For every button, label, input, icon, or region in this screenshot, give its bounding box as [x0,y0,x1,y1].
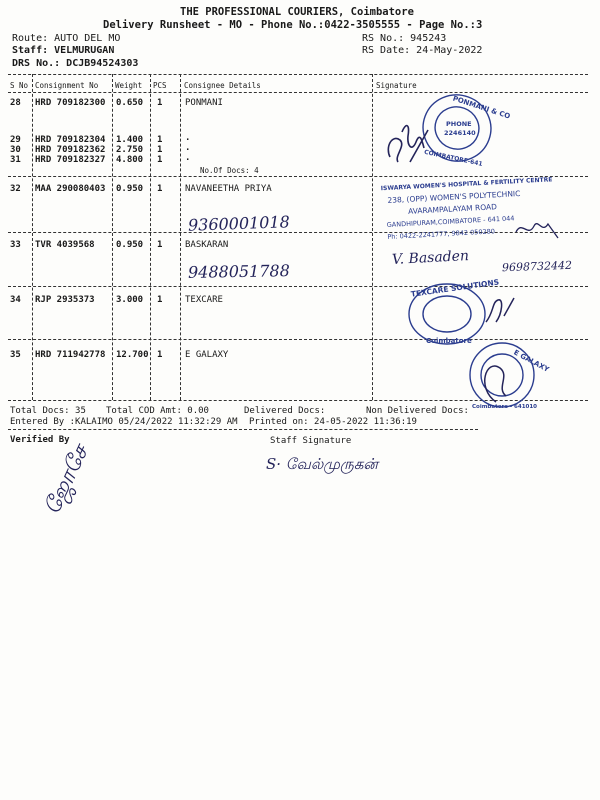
row-pcs: 1 [157,240,163,250]
row-pcs: 1 [157,350,163,360]
handwritten-signature: V. Basaden [391,247,470,269]
row-sno: 33 [10,240,21,250]
row-weight: 0.950 [116,184,144,194]
col-divider-5 [372,74,373,400]
handwritten-phone: 9488051788 [187,261,290,282]
row-consignee: E GALAXY [185,350,229,360]
row-sno: 28 [10,98,21,108]
handwritten-phone: 9698732442 [501,258,573,275]
row-pcs: 1 [157,295,163,305]
col-divider-1 [32,74,33,400]
row-pcs: 1 [157,155,163,165]
row-separator [8,286,588,287]
row-pcs: 1 [157,145,163,155]
col-divider-3 [150,74,151,400]
row-consignment: HRD 709182327 [35,155,106,165]
col-divider-2 [112,74,113,400]
row-consignee: PONMANI [185,98,223,108]
total-docs: Total Docs: 35 [10,406,86,416]
stamp-text: Coimbatore - 641010 [472,404,538,410]
rs-date-label: RS Date: 24-May-2022 [362,45,483,56]
group-doc-count: No.Of Docs: 4 [200,166,259,175]
stamp-text: COIMBATORE-641 [423,148,484,168]
row-sno: 35 [10,350,21,360]
galaxy-stamp [466,338,551,412]
runsheet-title: THE PROFESSIONAL COURIERS, Coimbatore [180,6,414,18]
stamp-text: E GALAXY [512,348,551,374]
total-cod: Total COD Amt: 0.00 [106,406,209,416]
stamp-line: Ph: 0422-2241777, 9842 050280 [387,227,496,241]
row-consignment: HRD 709182304 [35,135,106,145]
stamp-text: 2246140 [444,129,476,137]
row-consignee: NAVANEETHA PRIYA [185,184,272,194]
stamp-line: GANDHIPURAM,COIMBATORE - 641 044 [386,214,515,230]
signature-scribble [512,212,562,242]
row-consignee: . [185,143,191,153]
col-header-signature: Signature [376,81,417,90]
verified-signature: ஜோசே [40,441,94,519]
stamp-text: PHONE [446,120,472,128]
col-header-consignee: Consignee Details [184,81,261,90]
col-header-pcs: PCS [153,81,167,90]
row-consignee: BASKARAN [185,240,229,250]
col-divider-4 [180,74,181,400]
route-label: Route: AUTO DEL MO [12,33,121,44]
row-consignment: TVR 4039568 [35,240,95,250]
non-delivered-docs: Non Delivered Docs: [366,406,469,416]
row-sno: 31 [10,155,21,165]
runsheet-subtitle: Delivery Runsheet - MO - Phone No.:0422-3505555 - Page No.:3 [103,19,483,31]
row-weight: 12.700 [116,350,149,360]
row-consignment: HRD 711942778 [35,350,106,360]
row-pcs: 1 [157,135,163,145]
entered-by: Entered By :KALAIMO 05/24/2022 11:32:29 AM [10,417,238,427]
handwritten-phone: 9360001018 [187,212,291,235]
col-header-consignment: Consignment No [35,81,99,90]
staff-label: Staff: VELMURUGAN [12,45,115,56]
stamp-text: PONMANI & CO [451,94,512,121]
row-sno: 30 [10,145,21,155]
totals-rule [8,429,478,430]
row-weight: 0.950 [116,240,144,250]
stamp-line: AVARAMPALAYAM ROAD [407,202,498,216]
row-pcs: 1 [157,98,163,108]
stamp-text: TEXCARE SOLUTIONS [410,277,500,299]
row-weight: 1.400 [116,135,144,145]
table-top-rule [8,74,588,75]
stamp-line: ISWARYA WOMEN'S HOSPITAL & FERTILITY CENTRE [380,176,553,193]
col-header-sno: S No [10,81,29,90]
signature-scribble [480,292,520,332]
stamp-line: 238, (OPP) WOMEN'S POLYTECHNIC [387,188,521,205]
row-sno: 34 [10,295,21,305]
delivered-docs: Delivered Docs: [244,406,326,416]
row-weight: 4.800 [116,155,144,165]
stamp-text: Coimbatore [426,337,472,345]
row-consignee: . [185,133,191,143]
row-weight: 2.750 [116,145,144,155]
row-consignment: MAA 290080403 [35,184,106,194]
rs-no-label: RS No.: 945243 [362,33,447,44]
row-weight: 3.000 [116,295,144,305]
row-consignee: . [185,153,191,163]
row-consignment: HRD 709182362 [35,145,106,155]
row-consignee: TEXCARE [185,295,223,305]
row-sno: 32 [10,184,21,194]
row-consignment: HRD 709182300 [35,98,106,108]
staff-signature: S· வேல்முருகன் [266,455,378,473]
printed-on: Printed on: 24-05-2022 11:36:19 [249,417,417,427]
verified-by-label: Verified By [10,435,70,445]
signature-scribble [380,112,440,172]
row-sno: 29 [10,135,21,145]
staff-signature-label: Staff Signature [270,436,352,446]
row-weight: 0.650 [116,98,144,108]
row-consignment: RJP 2935373 [35,295,95,305]
row-pcs: 1 [157,184,163,194]
header-bottom-rule [8,92,588,93]
col-header-weight: Weight [115,81,143,90]
drs-label: DRS No.: DCJB94524303 [12,58,139,69]
